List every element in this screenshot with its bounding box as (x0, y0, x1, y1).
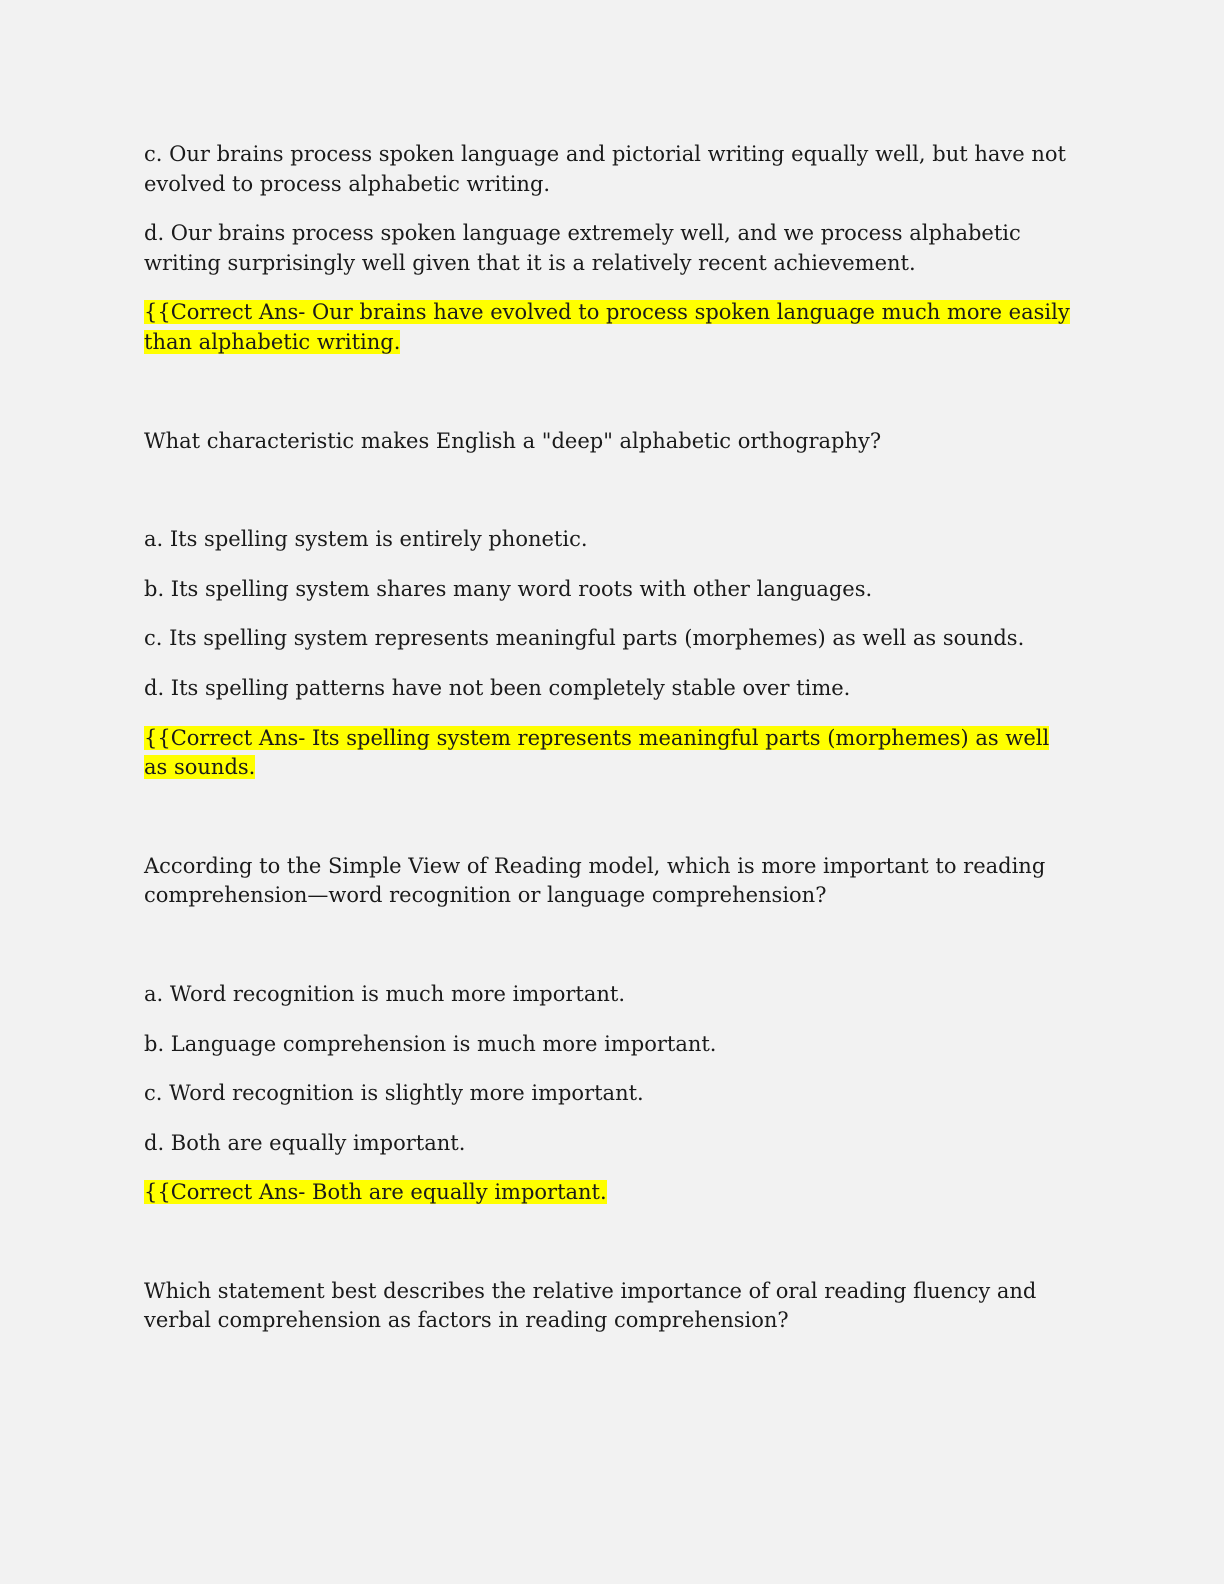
spacer (144, 1228, 1074, 1277)
option-d: d. Both are equally important. (144, 1130, 466, 1155)
correct-answer (144, 1178, 1074, 1208)
correct-answer (144, 724, 1074, 783)
spacer (144, 476, 1074, 525)
option-c: c. Word recognition is slightly more important. (144, 1081, 644, 1106)
spacer (144, 378, 1074, 427)
question-deep-orthography: What characteristic makes English a "deep" alphabetic orthography? (144, 428, 882, 453)
question-oral-fluency: Which statement best describes the relative importance of oral reading fluency and verbal comprehension as factors in reading comprehension? (144, 1278, 1037, 1333)
document-content (144, 140, 1074, 1356)
spacer (144, 803, 1074, 852)
option-c: c. Its spelling system represents meaningful parts (morphemes) as well as sounds. (144, 626, 1025, 651)
option-d-prev: d. Our brains process spoken language extremely well, and we process alphabetic writing surprisingly well given that it is a relatively recent achievement. (144, 221, 1021, 275)
option-d: d. Its spelling patterns have not been completely stable over time. (144, 675, 851, 700)
question-simple-view-reading: According to the Simple View of Reading model, which is more important to reading comprehension—word recognition or language comprehension? (144, 853, 1046, 908)
option-a: a. Word recognition is much more important. (144, 981, 626, 1006)
option-b: b. Language comprehension is much more important. (144, 1031, 717, 1056)
option-b: b. Its spelling system shares many word roots with other languages. (144, 576, 873, 601)
spacer (144, 931, 1074, 980)
answer-highlight: {{Correct Ans- Our brains have evolved to process spoken language much more easily than alphabetic writing. (144, 300, 1070, 354)
correct-answer-prev (144, 298, 1074, 357)
answer-highlight: {{Correct Ans- Its spelling system represents meaningful parts (morphemes) as well as sounds. (144, 725, 1050, 780)
option-a: a. Its spelling system is entirely phonetic. (144, 527, 588, 552)
answer-highlight: {{Correct Ans- Both are equally important. (144, 1180, 607, 1205)
option-c-prev: c. Our brains process spoken language and pictorial writing equally well, but have not evolved to process alphabetic writing. (144, 142, 1066, 196)
